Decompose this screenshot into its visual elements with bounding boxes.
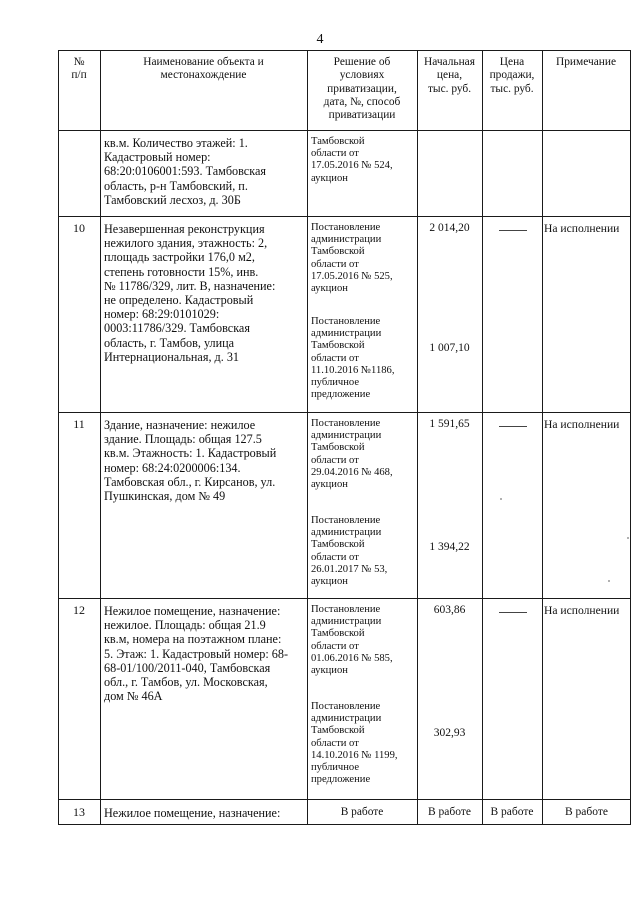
row-decision-line: 14.10.2016 № 1199, [311,749,398,761]
row-rule [58,216,630,217]
row-start-price: 2 014,20 [429,222,470,234]
row-decision-line: администрации [311,430,382,442]
row-decision-line: 26.01.2017 № 53, [311,563,388,575]
row-object-name-line: Тамбовский лесхоз, д. 30Б [104,192,241,207]
row-decision-line: Постановление [311,515,381,526]
header-name-line: Наименование объекта и [143,56,264,68]
row-start-price: 1 007,10 [429,342,470,354]
row-object-name-line: обл., г. Тамбов, ул. Московская, [104,675,268,690]
row-start-price: В работе [428,806,471,818]
row-decision [311,418,415,491]
row-note: На исполнении [544,418,620,431]
row-decision-line: 17.05.2016 № 525, [311,270,393,282]
header-start-price-line: цена, [436,69,463,82]
row-sale-price: В работе [490,806,534,818]
header-start-price [419,56,480,96]
row-sale-price-dash [499,426,527,427]
row-object-name-line: 68:20:0106001:593. Тамбовская [104,164,266,179]
row-decision-line: области от [311,148,359,160]
row-rule [58,598,630,599]
row-rule [58,824,630,825]
row-decision [311,222,415,295]
row-decision-line: администрации [311,527,382,539]
row-object-name-line: Тамбовская обл., г. Кирсанов, ул. [104,474,276,489]
row-object-name [104,604,307,703]
row-decision-line: Постановление [311,604,381,615]
row-object-name-line: Нежилое помещение, назначение: [104,604,281,618]
row-decision-line: администрации [311,234,382,246]
row-note: На исполнении [544,222,620,235]
row-decision [311,515,415,588]
header-decision-line: условиях [339,69,385,82]
row-object-name-line: Здание, назначение: нежилое [104,418,256,432]
row-rule [58,130,630,131]
row-number: 12 [73,603,85,617]
row-object-name-line: дом № 46А [104,689,163,704]
row-decision-line: аукцион [311,283,348,295]
row-object-name-line: площадь застройки 176,0 м2, [104,250,255,265]
header-decision-line: приватизации [328,109,396,122]
row-object-name-line: кв.м, номера на поэтажном плане: [104,632,282,647]
row-decision-line: 11.10.2016 №1186, [311,364,395,376]
header-num-line: № [73,56,85,68]
row-object-name-line: здание. Площадь: общая 127.5 [104,432,262,447]
row-decision-line: публичное [311,377,360,389]
row-decision-line: администрации [311,616,382,628]
row-sale-price-dash [499,230,527,231]
row-decision [311,136,415,185]
header-sale-price [484,56,540,96]
row-number: 11 [73,417,85,431]
row-object-name-line: номер: 68:29:0101029: [104,307,220,322]
page-number: 4 [316,32,324,47]
row-decision-line: 01.06.2016 № 585, [311,652,393,664]
row-sale-price-dash [499,612,527,613]
column-rule [482,50,483,825]
row-decision-line: области от [311,640,359,652]
row-decision-line: публичное [311,762,360,774]
scan-speck [608,580,610,582]
row-decision-line: Тамбовской [311,628,365,640]
row-object-name-line: Интернациональная, д. 31 [104,349,240,364]
row-object-name-line: Кадастровый номер: [104,150,211,165]
row-object-name-line: Нежилое помещение, назначение: [104,806,281,820]
row-decision [311,604,415,677]
header-name-line: местонахождение [160,69,247,82]
row-rule [58,799,630,800]
row-decision-line: администрации [311,328,382,340]
row-decision-line: администрации [311,713,382,725]
table-top-rule [58,50,630,51]
row-decision-line: Постановление [311,316,381,327]
row-decision-line: Тамбовской [311,340,365,352]
row-decision-line: области от [311,454,359,466]
row-number: 13 [73,805,85,819]
row-start-price: 302,93 [433,727,466,739]
row-start-price: 603,86 [433,604,466,616]
column-rule [417,50,418,825]
row-start-price: 1 394,22 [429,541,470,553]
row-object-name-line: нежилое. Площадь: общая 21.9 [104,618,266,633]
header-num [60,56,98,83]
column-rule [100,50,101,825]
row-decision-line: области от [311,352,359,364]
row-decision-line: Тамбовской [311,136,365,147]
row-object-name [104,222,307,364]
row-decision-line: 29.04.2016 № 468, [311,466,393,478]
header-decision [309,56,415,122]
row-decision-line: Тамбовской [311,246,365,258]
row-object-name-line: 5. Этаж: 1. Кадастровый номер: 68- [104,646,289,661]
row-decision-line: аукцион [311,479,348,491]
header-name [104,56,303,83]
row-decision-line: Тамбовской [311,725,365,737]
header-decision-line: Решение об [333,56,391,68]
row-decision-line: аукцион [311,665,348,677]
header-sale-price-line: Цена [499,56,525,68]
header-num-line: п/п [71,69,87,82]
row-decision-line: Постановление [311,418,381,429]
row-decision-line: области от [311,551,359,563]
row-object-name-line: номер: 68:24:0200006:134. [104,460,241,475]
row-decision-line: Тамбовской [311,442,365,454]
row-decision-line: области от [311,258,359,270]
header-note: Примечание [555,56,617,68]
header-sale-price-line: продажи, [489,69,535,82]
row-object-name [104,136,307,207]
row-object-name-line: Незавершенная реконструкция [104,222,265,236]
row-object-name-line: Пушкинская, дом № 49 [104,489,226,504]
row-decision-line: 17.05.2016 № 524, [311,160,393,172]
column-rule [630,50,631,825]
row-object-name [104,418,307,503]
header-start-price-line: Начальная [424,56,475,68]
column-rule [542,50,543,825]
row-rule [58,412,630,413]
row-decision-line: аукцион [311,576,348,588]
row-note: В работе [565,806,608,818]
header-sale-price-line: тыс. руб. [490,82,534,95]
row-object-name-line: область, г. Тамбов, улица [104,335,235,350]
row-object-name-line: степень готовности 15%, инв. [104,264,259,279]
row-object-name-line: кв.м. Этажность: 1. Кадастровый [104,446,277,461]
row-decision-line: Тамбовской [311,539,365,551]
header-decision-line: приватизации, [327,82,397,95]
row-object-name-line: не определено. Кадастровый [104,293,254,308]
scan-speck [627,537,629,539]
header-start-price-line: тыс. руб. [427,82,472,95]
row-decision-line: области от [311,737,359,749]
row-object-name-line: № 11786/329, лит. В, назначение: [104,278,276,293]
row-start-price: 1 591,65 [429,418,470,430]
row-decision-line: Постановление [311,701,381,712]
row-decision-line: предложение [311,389,371,401]
row-note: На исполнении [544,604,620,617]
row-decision-line: В работе [340,806,384,818]
row-object-name-line: 0003:11786/329. Тамбовская [104,321,250,336]
row-decision [311,701,415,786]
column-rule [58,50,59,825]
scan-speck [500,498,502,500]
row-decision-line: предложение [311,774,371,786]
row-decision [311,316,415,401]
row-decision-line: аукцион [311,172,348,184]
row-object-name-line: кв.м. Количество этажей: 1. [104,136,248,150]
row-object-name-line: 68-01/100/2011-040, Тамбовская [104,660,271,675]
header-decision-line: дата, №, способ [323,95,401,108]
row-number: 10 [73,221,85,235]
row-decision-line: Постановление [311,222,381,233]
row-object-name-line: область, р-н Тамбовский, п. [104,178,248,193]
row-object-name-line: нежилого здания, этажность: 2, [104,236,268,251]
row-decision [309,806,415,819]
column-rule [307,50,308,825]
row-object-name [104,806,305,820]
